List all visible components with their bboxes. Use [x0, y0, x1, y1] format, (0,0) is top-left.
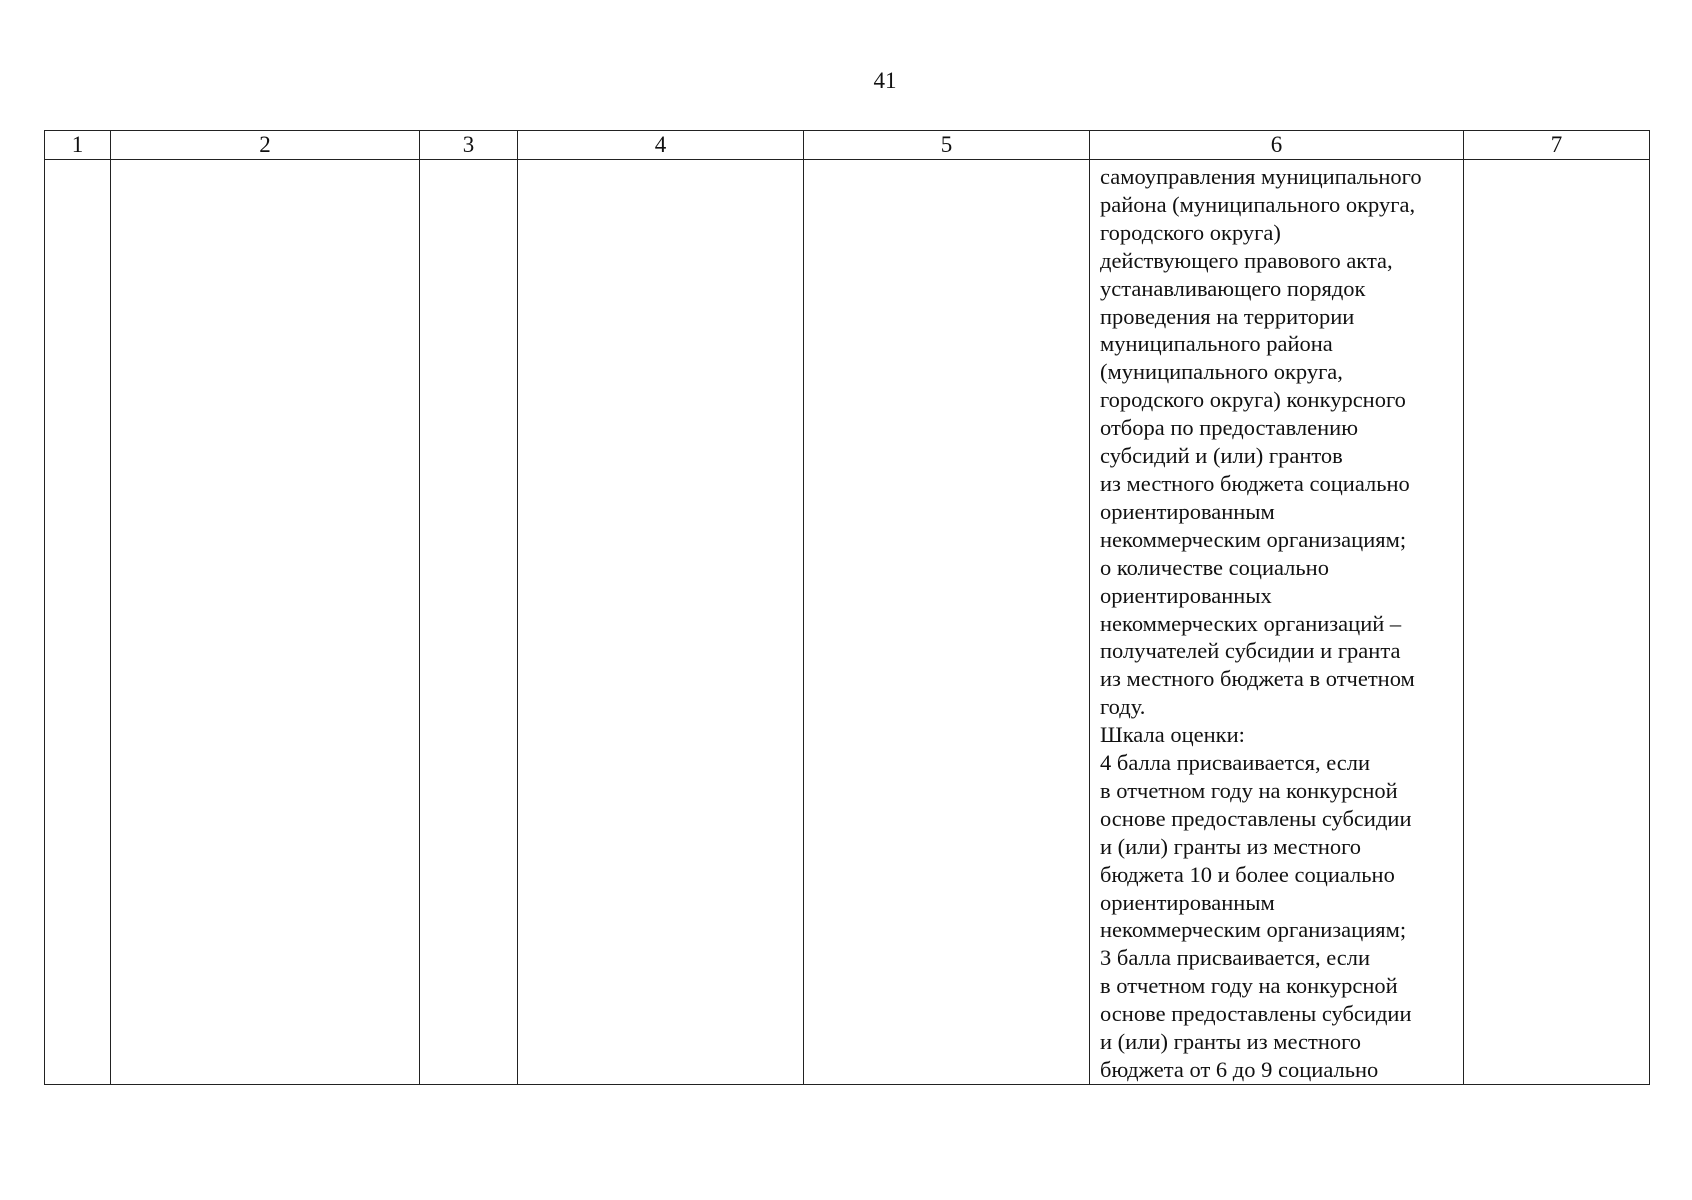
text-line: основе предоставлены субсидии	[1100, 1001, 1412, 1027]
table-cell-col7	[1464, 160, 1650, 1085]
column-header-1: 1	[45, 131, 111, 160]
column-header-7: 7	[1464, 131, 1650, 160]
text-line: ориентированным	[1100, 889, 1275, 915]
text-line: получателей субсидии и гранта	[1100, 638, 1401, 664]
text-line: самоуправления муниципального	[1100, 164, 1422, 189]
text-line: в отчетном году на конкурсной	[1100, 777, 1398, 803]
text-line: ориентированных	[1100, 582, 1272, 608]
text-line: о количестве социально	[1100, 554, 1329, 580]
table-row	[45, 160, 1650, 1085]
text-line: и (или) гранты из местного	[1100, 833, 1362, 859]
column-header-6: 6	[1090, 131, 1464, 160]
text-line: и (или) гранты из местного	[1100, 1029, 1362, 1055]
text-line: бюджета 10 и более социально	[1100, 861, 1395, 887]
text-line: 4 балла присваивается, если	[1100, 750, 1371, 776]
text-line: из местного бюджета в отчетном	[1100, 666, 1415, 692]
table-cell-col1	[45, 160, 111, 1085]
text-line: городского округа)	[1100, 219, 1281, 245]
text-line: некоммерческим организациям;	[1100, 917, 1407, 943]
text-line: субсидий и (или) грантов	[1100, 443, 1343, 469]
page-number: 41	[873, 68, 897, 93]
column-header-4: 4	[518, 131, 804, 160]
table-cell-col2	[111, 160, 420, 1085]
text-line: в отчетном году на конкурсной	[1100, 973, 1398, 999]
column-header-2: 2	[111, 131, 420, 160]
text-line: района (муниципального округа,	[1100, 191, 1416, 217]
text-line: некоммерческих организаций –	[1100, 610, 1402, 636]
table-cell-col5	[804, 160, 1090, 1085]
text-line: действующего правового акта,	[1100, 247, 1393, 273]
text-line: муниципального района	[1100, 331, 1333, 357]
table-header-row	[45, 131, 1650, 160]
criteria-text	[1090, 160, 1463, 1084]
column-header-3: 3	[420, 131, 518, 160]
table-cell-col4	[518, 160, 804, 1085]
text-line: устанавливающего порядок	[1100, 275, 1366, 301]
text-line: городского округа) конкурсного	[1100, 387, 1406, 413]
text-line: 3 балла присваивается, если	[1100, 945, 1371, 971]
text-line: (муниципального округа,	[1100, 359, 1343, 385]
text-line: ориентированным	[1100, 498, 1275, 524]
text-line: бюджета от 6 до 9 социально	[1100, 1057, 1379, 1082]
table-cell-col6	[1090, 160, 1464, 1085]
table-cell-col3	[420, 160, 518, 1085]
text-line: основе предоставлены субсидии	[1100, 805, 1412, 831]
text-line: из местного бюджета социально	[1100, 470, 1410, 496]
text-line: отбора по предоставлению	[1100, 415, 1359, 441]
text-line: Шкала оценки:	[1100, 722, 1245, 748]
document-table	[44, 130, 1650, 1085]
text-line: некоммерческим организациям;	[1100, 526, 1407, 552]
text-line: году.	[1100, 694, 1146, 720]
text-line: проведения на территории	[1100, 303, 1355, 329]
column-header-5: 5	[804, 131, 1090, 160]
